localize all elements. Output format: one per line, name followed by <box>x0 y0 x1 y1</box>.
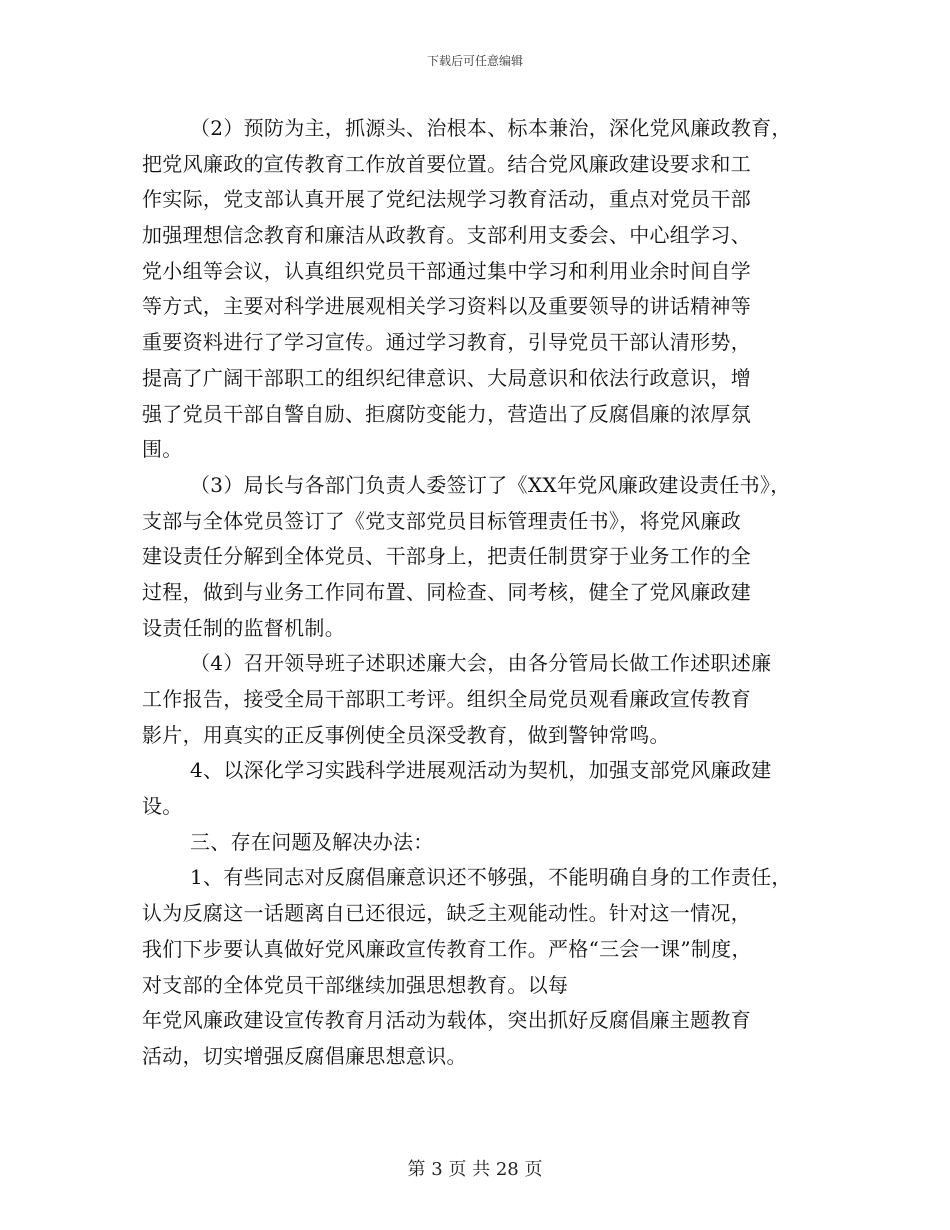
text-line: 建设责任分解到全体党员、干部身上，把责任制贯穿于业务工作的全 <box>142 544 751 569</box>
text-line: 年党风廉政建设宣传教育月活动为载体，突出抓好反腐倡廉主题教育 <box>142 1008 751 1033</box>
page-footer: 第 3 页 共 28 页 <box>407 1159 543 1180</box>
text-line: 过程，做到与业务工作同布置、同检查、同考核，健全了党风廉政建 <box>142 579 751 604</box>
text-line: （2）预防为主，抓源头、治根本、标本兼治，深化党风廉政教育， <box>190 116 792 140</box>
text-line: 党小组等会议，认真组织党员干部通过集中学习和利用业余时间自学 <box>142 258 751 283</box>
text-line: 重要资料进行了学习宣传。通过学习教育，引导党员干部认清形势， <box>142 330 751 355</box>
text-line: 影片，用真实的正反事例使全员深受教育，做到警钟常鸣。 <box>142 722 670 747</box>
text-line: 4、以深化学习实践科学进展观活动为契机，加强支部党风廉政建 <box>190 758 772 783</box>
text-line: 三、存在问题及解决办法： <box>190 829 434 854</box>
text-line: 支部与全体党员签订了《党支部党员目标管理责任书》，将党风廉政 <box>142 508 741 533</box>
text-line: 对支部的全体党员干部继续加强思想教育。以每 <box>142 972 569 997</box>
text-line: 把党风廉政的宣传教育工作放首要位置。结合党风廉政建设要求和工 <box>142 151 751 176</box>
text-line: 活动，切实增强反腐倡廉思想意识。 <box>142 1043 467 1068</box>
text-line: 加强理想信念教育和廉洁从政教育。支部利用支委会、中心组学习、 <box>142 223 751 248</box>
text-line: 我们下步要认真做好党风廉政宣传教育工作。严格“三会一课”制度， <box>142 936 752 961</box>
text-line: 围。 <box>142 437 183 462</box>
text-line: 强了党员干部自警自励、拒腐防变能力，营造出了反腐倡廉的浓厚氛 <box>142 401 751 426</box>
text-line: 设。 <box>142 794 183 819</box>
text-line: 设责任制的监督机制。 <box>142 615 345 640</box>
text-line: 1、有些同志对反腐倡廉意识还不够强，不能明确自身的工作责任， <box>190 865 792 890</box>
text-line: （3）局长与各部门负责人委签订了《XX年党风廉政建设责任书》， <box>190 472 791 497</box>
text-line: 等方式，主要对科学进展观相关学习资料以及重要领导的讲话精神等 <box>142 294 751 319</box>
text-line: 认为反腐这一话题离自已还很远，缺乏主观能动性。针对这一情况， <box>142 901 751 926</box>
page-header: 下载后可任意编辑 <box>426 54 523 68</box>
text-line: 作实际，党支部认真开展了党纪法规学习教育活动，重点对党员干部 <box>142 187 751 212</box>
text-line: 提高了广阔干部职工的组织纪律意识、大局意识和依法行政意识，增 <box>142 365 751 390</box>
text-line: （4）召开领导班子述职述廉大会，由各分管局长做工作述职述廉 <box>190 651 772 676</box>
text-line: 工作报告，接受全局干部职工考评。组织全局党员观看廉政宣传教育 <box>142 687 751 711</box>
document-body <box>142 111 832 1075</box>
